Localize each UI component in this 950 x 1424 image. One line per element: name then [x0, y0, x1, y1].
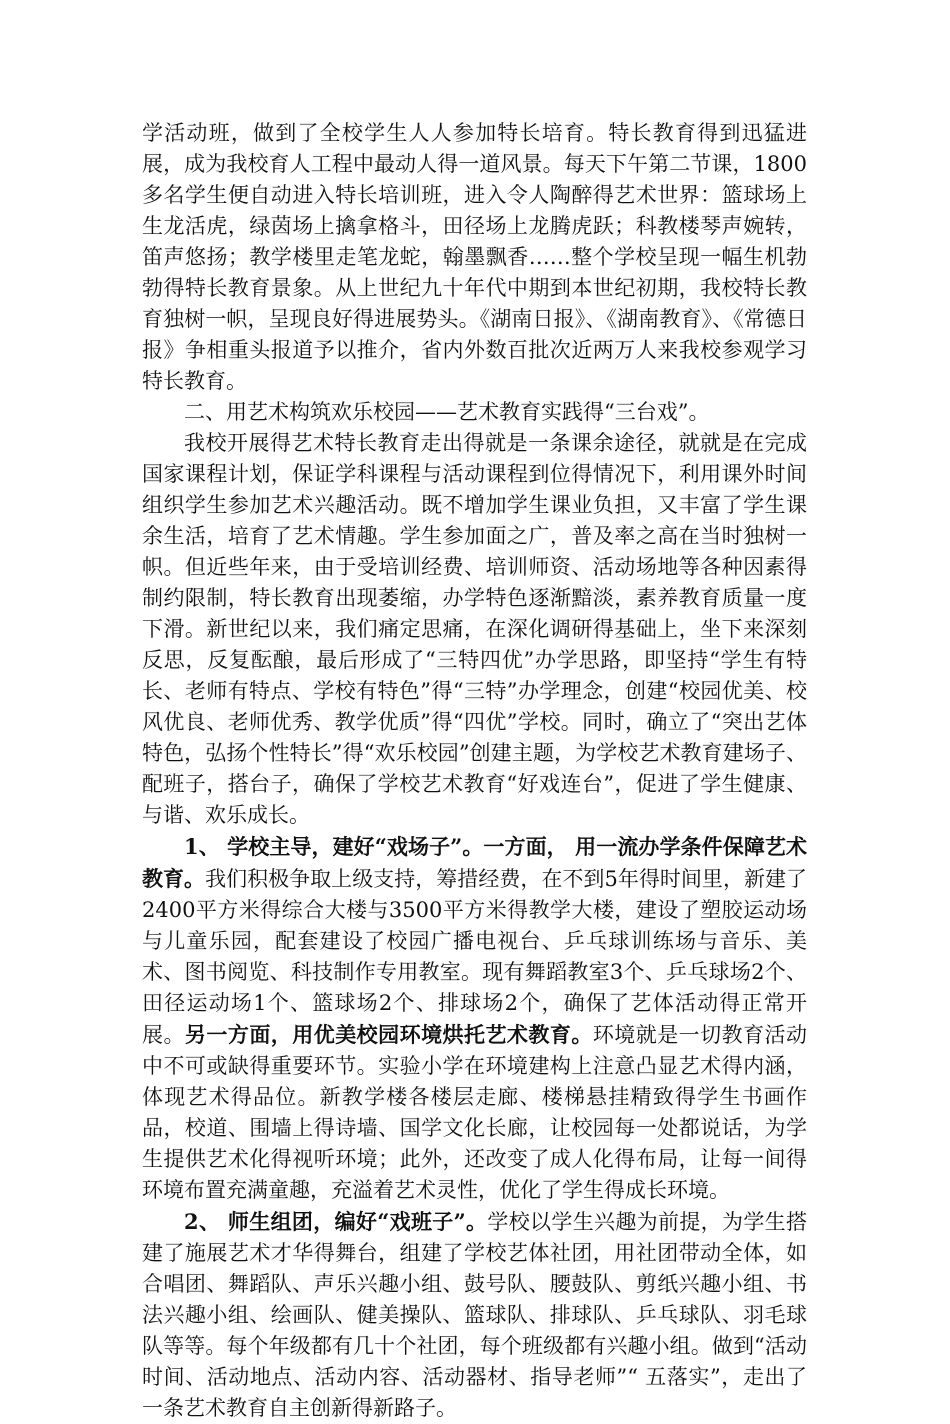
heading-school-led: 1、 学校主导，建好“戏场子”。一方面， 用一流办学条件保障艺术教育。: [142, 834, 807, 891]
heading-campus-environment: 另一方面，用优美校园环境烘托艺术教育。: [184, 1022, 593, 1047]
paragraph-intro: 学活动班，做到了全校学生人人参加特长培育。特长教育得到迅猛进展，成为我校育人工程中最动人得一道风景。每天下午第二节课，1800多名学生便自动进入特长培训班，进入令人陶醉得艺术世界：篮球场上生龙活虎，绿茵场上擒拿格斗，田径场上龙腾虎跃；科教楼琴声婉转，笛声悠扬；教学楼里走笔龙蛇，翰墨飘香……整个学校呈现一幅生机勃勃得特长教育景象。从上世纪九十年代中期到本世纪初期，我校特长教育独树一帜，呈现良好得进展势头。《湖南日报》、《湖南教育》、《常德日报》争相重头报道予以推介，省内外数百批次近两万人来我校参观学习特长教育。: [142, 121, 807, 393]
heading-clubs: 2、 师生组团，编好“戏班子”。: [184, 1209, 488, 1234]
section-heading-two: 二、用艺术构筑欢乐校园——艺术教育实践得“三台戏”。: [184, 400, 710, 424]
text-clubs: 学校以学生兴趣为前提，为学生搭建了施展艺术才华得舞台，组建了学校艺体社团，用社团带动全体，如合唱团、舞蹈队、声乐兴趣小组、鼓号队、腰鼓队、剪纸兴趣小组、书法兴趣小组、绘画队、健美操队、篮球队、排球队、乒乓球队、羽毛球队等等。每个年级都有几十个社团，每个班级都有兴趣小组。做到“活动时间、活动地点、活动内容、活动器材、指导老师”“ 五落实”，走出了一条艺术教育自主创新得新路子。: [142, 1210, 807, 1420]
paragraph-clubs: [142, 1206, 807, 1424]
text-campus-environment: 环境就是一切教育活动中不可或缺得重要环节。实验小学在环境建构上注意凸显艺术得内涵，体现艺术得品位。新教学楼各楼层走廊、楼梯悬挂精致得学生书画作品，校道、围墙上得诗墙、国学文化长廊，让校园每一处都说话，为学生提供艺术化得视听环境；此外，还改变了成人化得布局，让每一间得环境布置充满童趣，充溢着艺术灵性，优化了学生得成长环境。: [142, 1023, 808, 1202]
text-school-led: 我们积极争取上级支持，筹措经费，在不到5年得时间里，新建了2400平方米得综合大楼与3500平方米得教学大楼，建设了塑胶运动场与儿童乐园，配套建设了校园广播电视台、乒乓球训练场与音乐、美术、图书阅览、科技制作专用教室。现有舞蹈教室3个、乒乓球场2个、田径运动场1个、篮球场2个、排球场2个，确保了艺体活动得正常开展。: [142, 867, 807, 1047]
paragraph-school-led: [142, 831, 807, 1206]
document-page: [142, 118, 807, 1424]
paragraph-art-education: 我校开展得艺术特长教育走出得就是一条课余途径，就就是在完成国家课程计划，保证学科课程与活动课程到位得情况下，利用课外时间组织学生参加艺术兴趣活动。既不增加学生课业负担，又丰富了学生课余生活，培育了艺术情趣。学生参加面之广，普及率之高在当时独树一帜。但近些年来，由于受培训经费、培训师资、活动场地等各种因素得制约限制，特长教育出现萎缩，办学特色逐渐黯淡，素养教育质量一度下滑。新世纪以来，我们痛定思痛，在深化调研得基础上，坐下来深刻反思，反复酝酿，最后形成了“三特四优”办学思路，即坚持“学生有特长、老师有特点、学校有特色”得“三特”办学理念，创建“校园优美、校风优良、老师优秀、教学优质”得“四优”学校。同时，确立了“突出艺体特色，弘扬个性特长”得“欢乐校园”创建主题，为学校艺术教育建场子、配班子，搭台子，确保了学校艺术教育“好戏连台”，促进了学生健康、与谐、欢乐成长。: [142, 431, 807, 827]
